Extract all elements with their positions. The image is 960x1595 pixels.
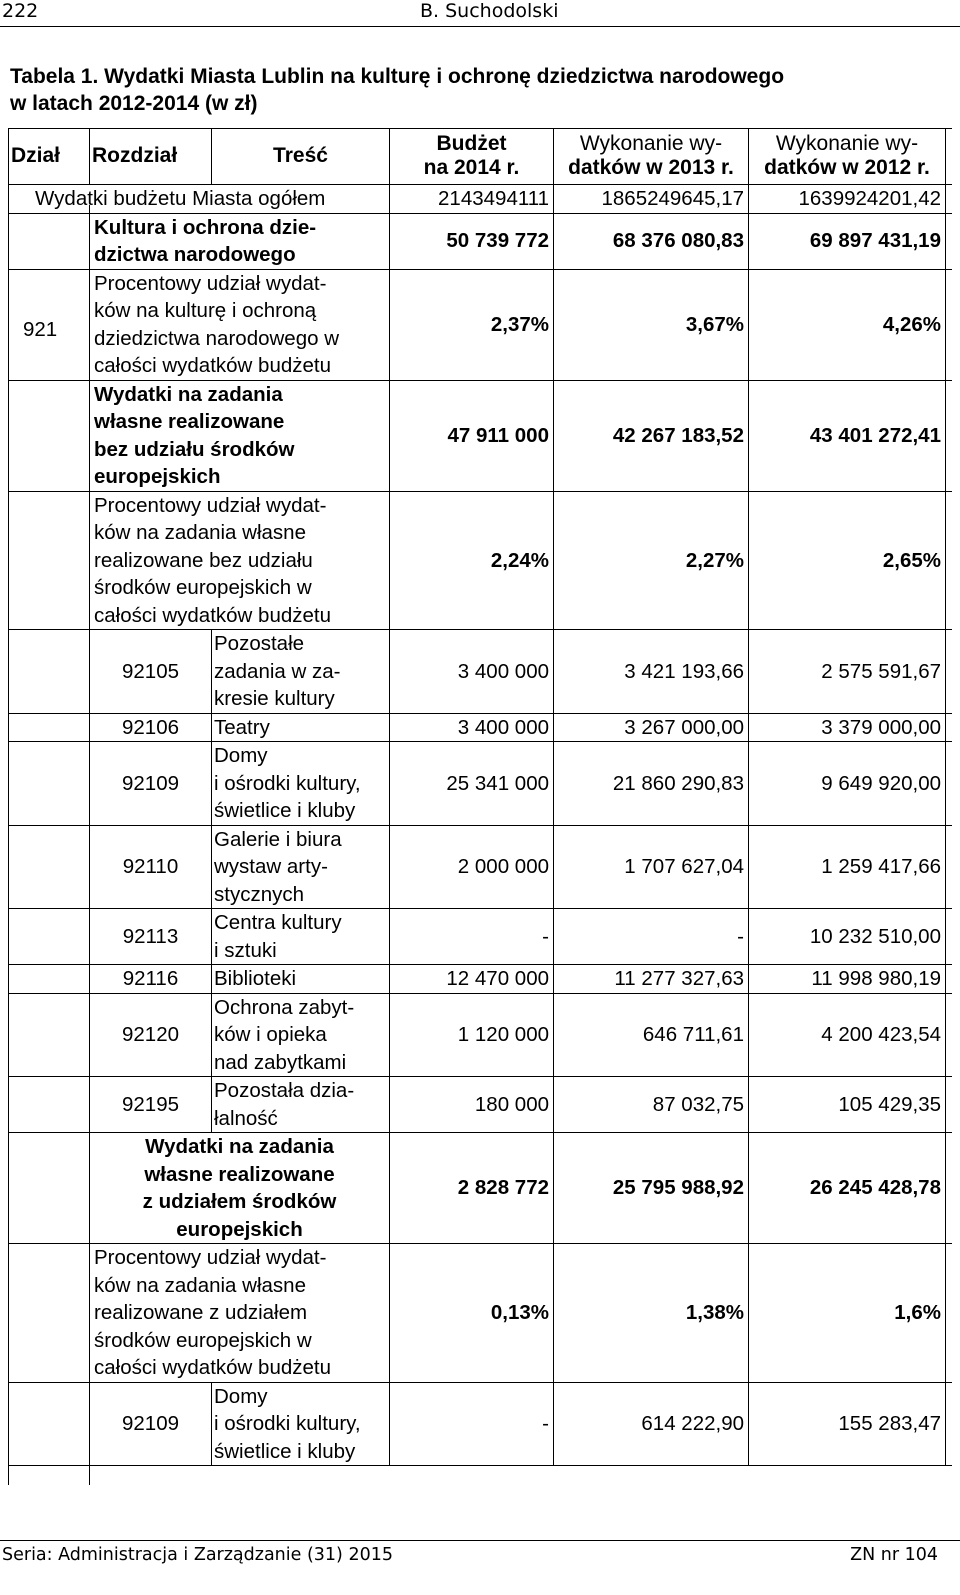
wykonanie-2012-value: 9 649 920,00 — [749, 742, 946, 825]
table-row — [8, 741, 952, 825]
wykonanie-2013-value: 3,67% — [554, 270, 749, 380]
rozdzial-code: 92113 — [90, 909, 212, 964]
table-body — [8, 213, 952, 1467]
wykonanie-2013-value: 3 267 000,00 — [554, 714, 749, 742]
table-header-row — [8, 128, 952, 184]
running-author: B. Suchodolski — [420, 0, 559, 22]
col-header-budzet: Budżet na 2014 r. — [390, 129, 554, 184]
tresc-cell — [212, 826, 390, 909]
cell-line: realizowane z udziałem — [94, 1301, 308, 1324]
table-row — [8, 1132, 952, 1243]
row-label — [90, 381, 390, 491]
cell-line: Domy — [214, 1384, 268, 1408]
dzial-cell — [8, 205, 90, 1485]
wykonanie-2013-value: 614 222,90 — [554, 1383, 749, 1466]
table-row — [8, 713, 952, 742]
row-label — [90, 492, 390, 630]
table-row — [8, 380, 952, 491]
table-row — [8, 629, 952, 713]
wykonanie-2013-value: 42 267 183,52 — [554, 381, 749, 491]
cell-line: Ochrona zabyt- — [214, 995, 355, 1019]
table-caption — [10, 63, 910, 117]
wykonanie-2013-value: 1,38% — [554, 1244, 749, 1382]
row-label — [90, 1244, 390, 1382]
rozdzial-code: 92110 — [90, 826, 212, 909]
wykonanie-2013-value: 11 277 327,63 — [554, 965, 749, 993]
cell-line: ków na zadania własne — [94, 521, 306, 544]
rozdzial-code: 92106 — [90, 714, 212, 742]
rozdzial-code: 92120 — [90, 994, 212, 1077]
cell-line: własne realizowane — [144, 1162, 335, 1186]
table-row — [8, 1382, 952, 1467]
wykonanie-2012-value: 26 245 428,78 — [749, 1133, 946, 1243]
wykonanie-2012-value: 69 897 431,19 — [749, 214, 946, 269]
wykonanie-2012-value: 1,6% — [749, 1244, 946, 1382]
tresc-cell — [212, 1383, 390, 1466]
rozdzial-code: 92105 — [90, 630, 212, 713]
cell-line: świetlice i kluby — [214, 1439, 356, 1463]
budzet-2014-value: - — [390, 909, 554, 964]
cell-line: całości wydatków budżetu — [94, 1356, 332, 1379]
cell-line: kresie kultury — [214, 687, 335, 710]
cell-line: dziedzictwa narodowego w — [94, 326, 339, 350]
wykonanie-2012-value: 3 379 000,00 — [749, 714, 946, 742]
cell-line: całości wydatków budżetu — [94, 603, 332, 627]
issue-number: ZN nr 104 — [850, 1545, 938, 1565]
tresc-cell — [212, 714, 390, 742]
wykonanie-2013-value: 1 707 627,04 — [554, 826, 749, 909]
budzet-2014-value: 2,37% — [390, 270, 554, 380]
budzet-2014-value: - — [390, 1383, 554, 1466]
cell-line: europejskich — [176, 1217, 303, 1241]
col-header-dzial: Dział — [8, 129, 90, 184]
wykonanie-2013-value: 2,27% — [554, 492, 749, 630]
running-header — [0, 0, 960, 27]
cell-line: ków i opieka — [214, 1023, 327, 1046]
cell-line: i sztuki — [214, 938, 277, 962]
budzet-2014-value: 12 470 000 — [390, 965, 554, 993]
wykonanie-2013-value: - — [554, 909, 749, 964]
wykonanie-2012-value: 1 259 417,66 — [749, 826, 946, 909]
cell-line: europejskich — [94, 465, 221, 488]
cell-line: środków europejskich w — [94, 576, 312, 599]
cell-line: Kultura i ochrona dzie- — [94, 215, 317, 239]
cell-line: Domy — [214, 744, 268, 767]
table-row — [8, 993, 952, 1077]
total-row — [8, 184, 952, 213]
wykonanie-2012-value: 4,26% — [749, 270, 946, 380]
wykonanie-2013-value: 646 711,61 — [554, 994, 749, 1077]
cell-line: środków europejskich w — [94, 1328, 312, 1352]
budzet-2014-value: 0,13% — [390, 1244, 554, 1382]
tresc-cell — [212, 994, 390, 1077]
dzial-code: 921 — [23, 318, 58, 341]
wykonanie-2012-value: 11 998 980,19 — [749, 965, 946, 993]
wykonanie-2013-value: 21 860 290,83 — [554, 742, 749, 825]
wykonanie-2012-value: 105 429,35 — [749, 1077, 946, 1132]
wykonanie-2012-value: 10 232 510,00 — [749, 909, 946, 964]
table-row — [8, 491, 952, 630]
series-name: Seria: Administracja i Zarządzanie (31) 2015 — [2, 1545, 393, 1565]
rozdzial-code: 92195 — [90, 1077, 212, 1132]
cell-line: wystaw arty- — [214, 855, 328, 878]
budzet-2014-value: 2 000 000 — [390, 826, 554, 909]
page-number: 222 — [2, 0, 39, 22]
cell-line: świetlice i kluby — [214, 799, 356, 822]
cell-line: Pozostałe — [214, 632, 305, 655]
budzet-2014-value: 3 400 000 — [390, 714, 554, 742]
cell-line: z udziałem środków — [142, 1190, 337, 1213]
budzet-2014-value: 2,24% — [390, 492, 554, 630]
rozdzial-code: 92109 — [90, 742, 212, 825]
cell-line: Procentowy udział wydat- — [94, 271, 327, 295]
total-label: Wydatki budżetu Miasta ogółem — [8, 185, 390, 213]
cell-line: Wydatki na zadania — [145, 1135, 334, 1158]
table-row — [8, 908, 952, 964]
col-header-wykonanie-2012: Wykonanie wy- datków w 2012 r. — [749, 129, 946, 184]
cell-line: i ośrodki kultury, — [214, 771, 361, 795]
table-row — [8, 1243, 952, 1382]
budzet-2014-value: 47 911 000 — [390, 381, 554, 491]
table-row — [8, 825, 952, 909]
cell-line: stycznych — [214, 882, 304, 906]
budzet-2014-value: 25 341 000 — [390, 742, 554, 825]
running-footer — [0, 1540, 960, 1565]
wykonanie-2013-value: 3 421 193,66 — [554, 630, 749, 713]
wykonanie-2013-value: 87 032,75 — [554, 1077, 749, 1132]
table-row — [8, 1076, 952, 1132]
caption-line-2: w latach 2012-2014 (w zł) — [10, 92, 258, 115]
expenditure-table — [8, 128, 952, 1466]
wykonanie-2013-value: 25 795 988,92 — [554, 1133, 749, 1243]
row-label — [90, 1133, 390, 1243]
wykonanie-2012-value: 2 575 591,67 — [749, 630, 946, 713]
cell-line: Biblioteki — [214, 967, 297, 990]
cell-line: dzictwa narodowego — [94, 243, 296, 266]
col-header-tresc: Treść — [212, 129, 390, 184]
col-header-rozdzial: Rozdział — [90, 129, 212, 184]
cell-line: realizowane bez udziału — [94, 548, 313, 572]
cell-line: własne realizowane — [94, 410, 285, 433]
col-header-wykonanie-2013: Wykonanie wy- datków w 2013 r. — [554, 129, 749, 184]
cell-line: nad zabytkami — [214, 1050, 347, 1074]
cell-line: całości wydatków budżetu — [94, 354, 332, 377]
budzet-2014-value: 180 000 — [390, 1077, 554, 1132]
cell-line: bez udziału środków — [94, 437, 295, 461]
tresc-cell — [212, 1077, 390, 1132]
budzet-2014-value: 1 120 000 — [390, 994, 554, 1077]
cell-line: ków na kulturę i ochroną — [94, 299, 317, 322]
tresc-cell — [212, 965, 390, 993]
cell-line: Galerie i biura — [214, 827, 342, 851]
cell-line: Pozostała dzia- — [214, 1079, 355, 1102]
cell-line: zadania w za- — [214, 659, 341, 683]
row-label — [90, 270, 390, 380]
budzet-2014-value: 2 828 772 — [390, 1133, 554, 1243]
wykonanie-2012-value: 155 283,47 — [749, 1383, 946, 1466]
cell-line: ków na zadania własne — [94, 1273, 306, 1297]
table-row — [8, 269, 952, 380]
wykonanie-2012-value: 4 200 423,54 — [749, 994, 946, 1077]
budzet-2014-value: 50 739 772 — [390, 214, 554, 269]
cell-line: Procentowy udział wydat- — [94, 493, 327, 517]
row-label — [90, 214, 390, 269]
budzet-2014-value: 3 400 000 — [390, 630, 554, 713]
cell-line: łalność — [214, 1106, 278, 1130]
wykonanie-2012-value: 2,65% — [749, 492, 946, 630]
tresc-cell — [212, 742, 390, 825]
tresc-cell — [212, 630, 390, 713]
rozdzial-code: 92109 — [90, 1383, 212, 1466]
cell-line: Wydatki na zadania — [94, 382, 283, 406]
tresc-cell — [212, 909, 390, 964]
rozdzial-code: 92116 — [90, 965, 212, 993]
cell-line: Teatry — [214, 715, 270, 739]
total-budzet-2014: 2143494111 — [390, 185, 554, 213]
wykonanie-2013-value: 68 376 080,83 — [554, 214, 749, 269]
table-row — [8, 964, 952, 993]
cell-line: Centra kultury — [214, 911, 342, 934]
table-row — [8, 213, 952, 269]
cell-line: Procentowy udział wydat- — [94, 1246, 327, 1269]
cell-line: i ośrodki kultury, — [214, 1412, 361, 1435]
wykonanie-2012-value: 43 401 272,41 — [749, 381, 946, 491]
total-wykonanie-2012: 1639924201,42 — [749, 185, 946, 213]
total-wykonanie-2013: 1865249645,17 — [554, 185, 749, 213]
caption-line-1: Tabela 1. Wydatki Miasta Lublin na kulturę i ochronę dziedzictwa narodowego — [10, 65, 785, 88]
